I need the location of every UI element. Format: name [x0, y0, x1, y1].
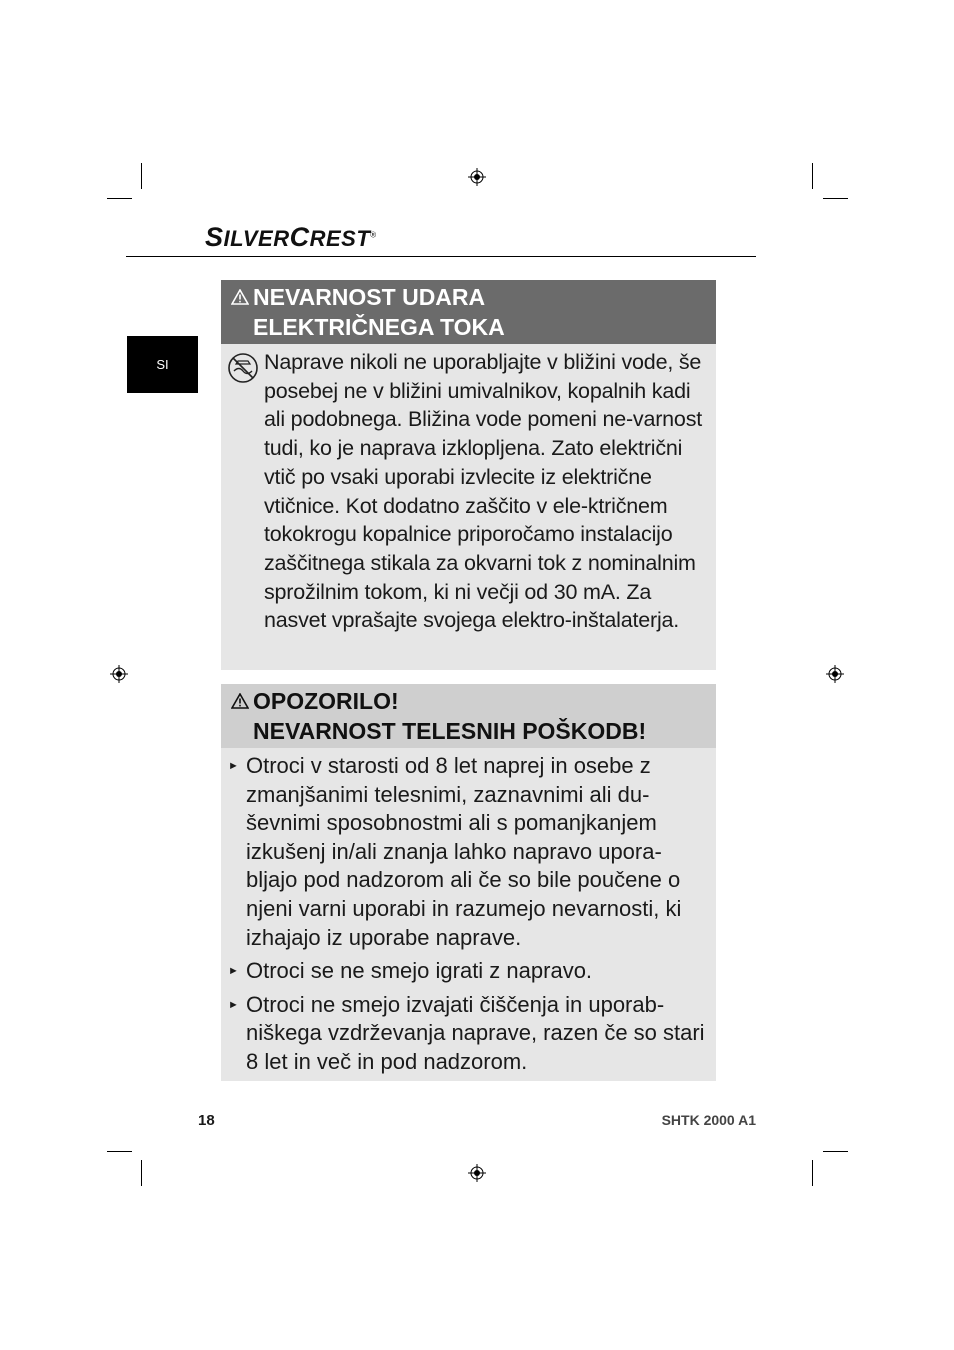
warning-list [221, 748, 716, 1088]
crop-mark [812, 163, 813, 189]
arrow-bullet-icon: ► [228, 998, 239, 1011]
heading-line: NEVARNOST UDARA [253, 284, 486, 310]
paragraph: Naprave nikoli ne uporabljajte v bližini vode, še posebej ne v bližini umivalnikov, kopalnih kadi ali podobnega. Bližina vode pomeni ne-varnost tudi, ko je naprava izklopljena. Zato električni vtič po vsaki uporabi izvlecite iz električne vtičnice. Kot dodatno zaščito v ele-ktričnem tokokrogu kopalnice priporočamo instalacijo zaščitnega stikala za okvarni tok z nominalnim sprožilnim tokom, ki ni večji od 30 mA. Za nasvet vprašajte svojega elektro-inštalaterja. [264, 350, 703, 633]
no-water-icon [227, 352, 259, 384]
section-text [221, 344, 716, 639]
section-heading [221, 684, 716, 748]
list-item: ► Otroci ne smejo izvajati čiščenja in uporab-niškega vzdrževanja naprave, razen če so stari 8 let in več in pod nadzorom. [228, 991, 705, 1074]
warning-box-electric [221, 280, 716, 670]
language-tab: SI [127, 336, 198, 393]
crop-mark [812, 1160, 813, 1186]
heading-line: OPOZORILO! [253, 688, 399, 714]
heading-line: NEVARNOST TELESNIH POŠKODB! [253, 718, 647, 744]
model-number: SHTK 2000 A1 [661, 1112, 756, 1128]
registration-mark-icon [826, 665, 844, 683]
list-item: ► Otroci v starosti od 8 let naprej in osebe z zmanjšanimi telesnimi, zaznavnimi ali du-ševnimi sposobnostmi ali s pomanjkanjem izkušenj in/ali znanja lahko napravo upora-bljajo pod nadzorom ali če so bile poučene o njeni varni uporabi in razumejo nevarnosti, ki izhajajo iz uporabe naprave. [228, 753, 682, 950]
page-number: 18 [198, 1112, 215, 1129]
crop-mark [141, 1160, 142, 1186]
heading-line: ELEKTRIČNEGA TOKA [253, 314, 505, 340]
crop-mark [823, 198, 848, 199]
warning-triangle-icon [231, 693, 249, 709]
crop-mark [823, 1151, 848, 1152]
section-heading [221, 280, 716, 344]
arrow-bullet-icon: ► [228, 760, 239, 772]
arrow-bullet-icon: ► [228, 965, 239, 978]
registration-mark-icon [468, 168, 486, 186]
list-item: ► Otroci se ne smejo igrati z napravo. [246, 957, 710, 986]
brand-logo: SILVERCREST® [205, 222, 377, 252]
header-rule [126, 256, 756, 257]
warning-triangle-icon [231, 289, 249, 305]
crop-mark [141, 163, 142, 189]
crop-mark [107, 198, 132, 199]
warning-box-injury [221, 684, 716, 1081]
registration-mark-icon [110, 665, 128, 683]
registration-mark-icon [468, 1164, 486, 1182]
crop-mark [107, 1151, 132, 1152]
